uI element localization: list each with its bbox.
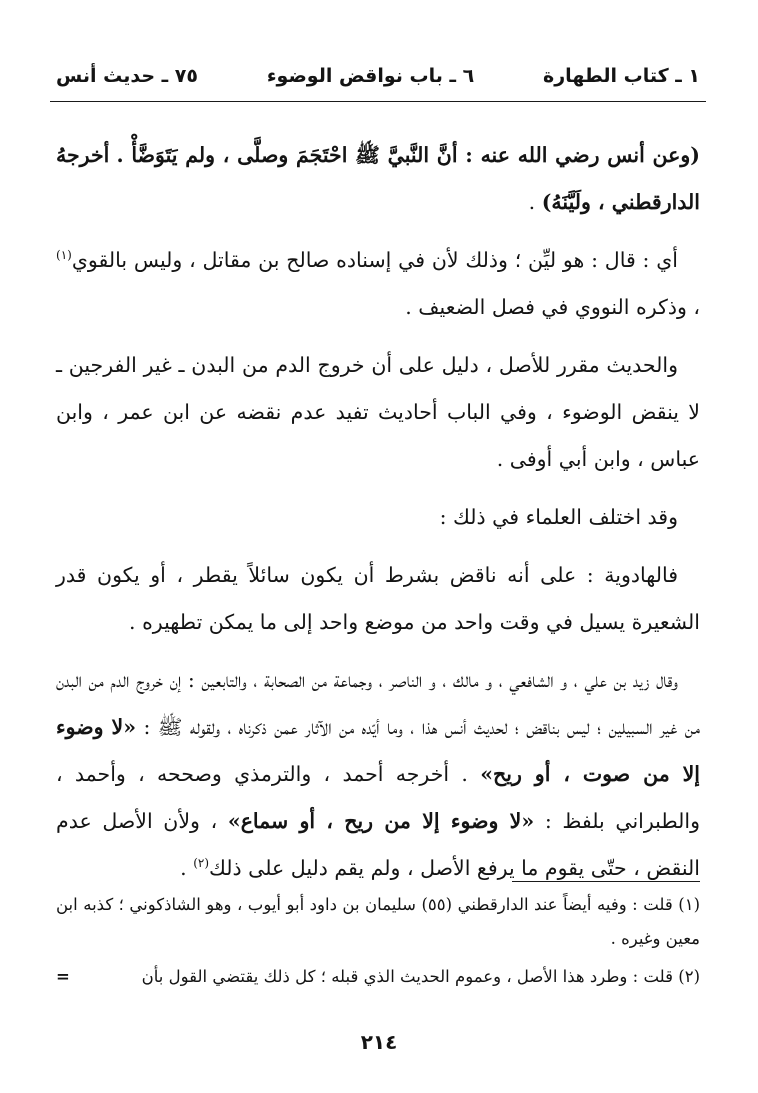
footnote-1: (١) قلت : وفيه أيضاً عند الدارقطني (٥٥) سليمان بن داود أبو أيوب ، وهو الشاذكوني ؛ كذبه ابن معين وغيره . — [56, 895, 700, 948]
header-chapter-title: ٦ ـ باب نواقض الوضوء — [266, 65, 475, 87]
commentary-text: ، ولأن الأصل عدم النقض ، حتّى يقوم ما يرفع الأصل ، ولم يقم دليل على ذلك — [56, 809, 700, 880]
commentary-text: وقال زيد بن علي ، و الشافعي ، و مالك ، و الناصر ، وجماعة من الصحابة ، والتابعين : إن خروج الدم من البدن من غير السبيلين ؛ ليس بناقض ؛ لحديث أنس هذا ، وما أيّده من الآثار عمن ذكرناه ، ولقوله ﷺ : — [56, 668, 700, 739]
footnote-ref-1[interactable]: (١) — [56, 248, 72, 263]
commentary-text: ، وذكره النووي في فصل الضعيف . — [405, 295, 700, 319]
footnotes — [56, 888, 700, 998]
footnote-2 — [56, 960, 700, 994]
hadith-quote-1: «لا وضوء إلا من صوت ، أو ريح» — [56, 715, 700, 786]
continuation-mark: = — [56, 967, 70, 986]
header-book-title: ١ ـ كتاب الطهارة — [543, 65, 700, 87]
hadith-paragraph — [56, 132, 700, 226]
commentary-text: أي : قال : هو ليِّن ؛ وذلك لأن في إسناده صالح بن مقاتل ، وليس بالقوي — [71, 248, 678, 272]
footnote-2-text: (٢) قلت : وطرد هذا الأصل ، وعموم الحديث الذي قبله ؛ كل ذلك يقتضي القول بأن — [141, 967, 700, 986]
hadith-text: (وعن أنس رضي الله عنه : أنَّ النَّبيَّ ﷺ احْتَجَمَ وصلَّى ، ولم يَتَوَضَّأْ . — [116, 143, 700, 167]
header-divider — [50, 101, 706, 102]
hadith-source: أخرجهُ الدارقطني ، ولَيَّنَهُ) — [56, 143, 700, 214]
commentary-paragraph-5 — [56, 657, 700, 892]
commentary-paragraph-4: فالهادوية : على أنه ناقض بشرط أن يكون سائلاً يقطر ، أو يكون قدر الشعيرة يسيل في وقت واحد من موضع واحد إلى ما يمكن تطهيره . — [56, 563, 700, 634]
footnote-ref-2[interactable]: (٢) — [193, 856, 210, 871]
commentary-text: . — [180, 856, 194, 880]
running-header — [56, 56, 700, 96]
commentary-text: . أخرجه أحمد ، والترمذي وصححه ، وأحمد ، والطبراني بلفظ : — [56, 762, 700, 833]
hadith-quote-2: «لا وضوء إلا من ريح ، أو سماع» — [227, 809, 535, 833]
page-number: ٢١٤ — [360, 1030, 398, 1054]
commentary-paragraph-2: والحديث مقرر للأصل ، دليل على أن خروج الدم من البدن ـ غير الفرجين ـ لا ينقض الوضوء ، وفي الباب أحاديث تفيد عدم نقضه عن ابن عمر ، وابن عباس ، وابن أبي أوفى . — [56, 353, 700, 471]
footnote-divider — [512, 881, 700, 882]
commentary-paragraph-3: وقد اختلف العلماء في ذلك : — [439, 505, 678, 529]
main-text — [56, 132, 700, 903]
hadith-end: . — [528, 190, 542, 214]
commentary-paragraph-1 — [56, 237, 700, 331]
header-hadith-title: ٧٥ ـ حديث أنس — [56, 65, 198, 87]
